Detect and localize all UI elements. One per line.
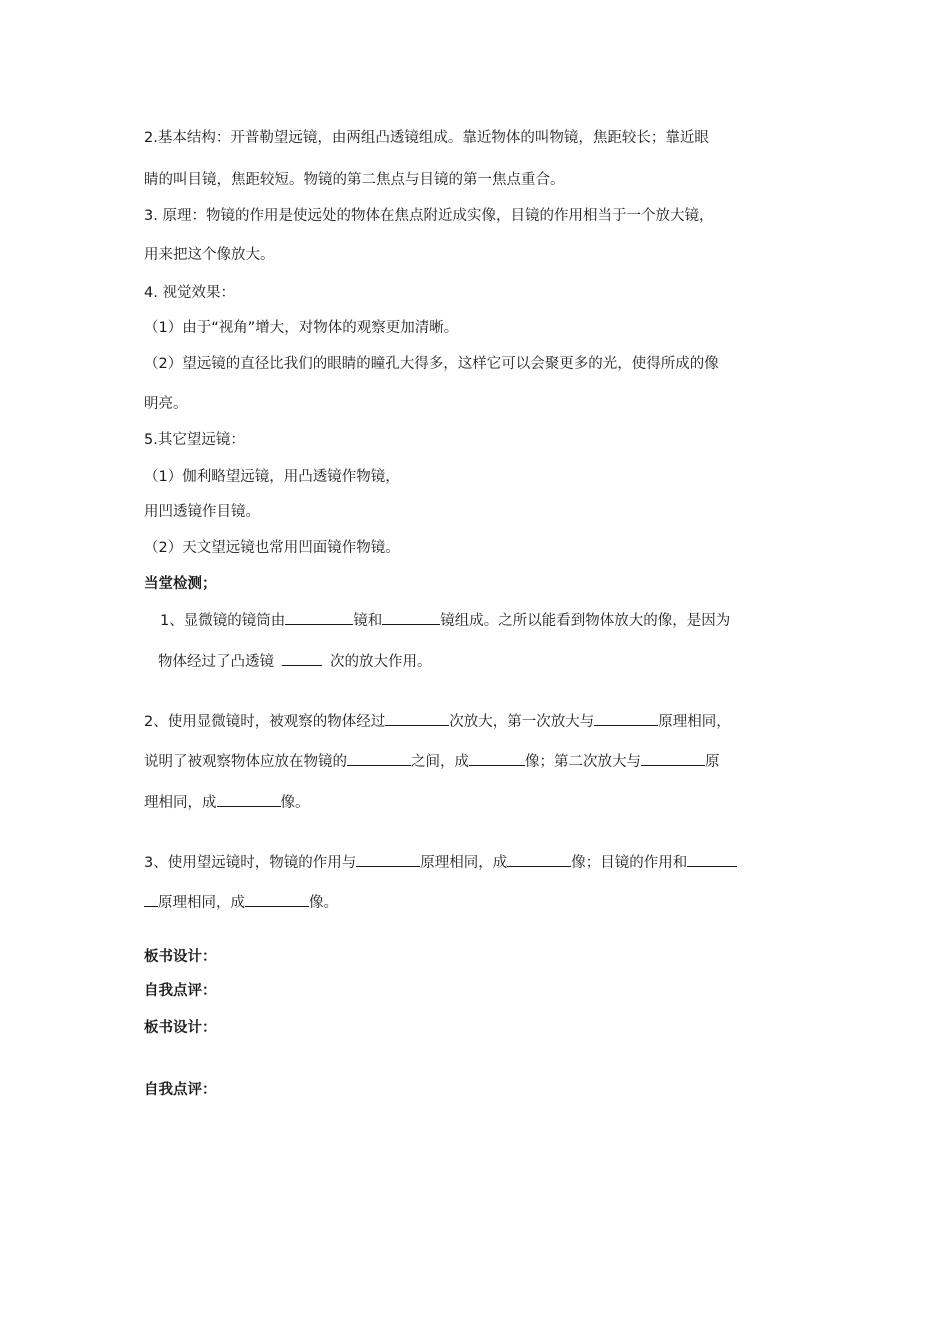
q3-text-a: 3、使用望远镜时，物镜的作用与	[144, 855, 357, 871]
question-3-line-2	[144, 892, 338, 913]
q2-blank-3[interactable]	[347, 751, 411, 766]
question-2-line-3	[144, 792, 310, 813]
q3-text-b: 原理相同，成	[420, 855, 508, 871]
q1-text-d: 物体经过了凸透镜	[158, 654, 274, 670]
question-2-line-2	[144, 751, 720, 772]
q3-text-c: 像；目镜的作用和	[571, 855, 688, 871]
q3-blank-2[interactable]	[507, 852, 571, 867]
q1-blank-1[interactable]	[285, 610, 353, 625]
q1-text-b: 镜和	[353, 613, 383, 629]
q3-blank-1[interactable]	[356, 852, 420, 867]
q2-blank-6[interactable]	[217, 792, 281, 807]
q1-text-c: 镜组成。之所以能看到物体放大的像，是因为	[440, 613, 731, 629]
q2-text-i: 像。	[280, 795, 310, 811]
q2-text-d: 说明了被观察物体应放在物镜的	[144, 754, 347, 770]
q2-text-g: 原	[705, 754, 720, 770]
visual-effect-item-1: （1）由于“视角”增大，对物体的观察更加清晰。	[144, 320, 459, 336]
q2-blank-5[interactable]	[641, 751, 705, 766]
other-telescopes-item-1-line-2: 用凹透镜作目镜。	[144, 504, 260, 520]
question-2-line-1	[144, 711, 731, 732]
q1-text-e: 次的放大作用。	[330, 654, 432, 670]
q3-text-e: 像。	[309, 895, 338, 911]
structure-line-2: 睛的叫目镜，焦距较短。物镜的第二焦点与目镜的第一焦点重合。	[144, 172, 565, 188]
q2-blank-2[interactable]	[594, 711, 658, 726]
board-design-label-2: 板书设计：	[144, 1020, 217, 1036]
other-telescopes-heading: 5.其它望远镜：	[144, 432, 245, 448]
structure-line-1: 2.基本结构：开普勒望远镜，由两组凸透镜组成。靠近物体的叫物镜，焦距较长；靠近眼	[144, 130, 709, 146]
principle-line-1: 3. 原理：物镜的作用是使远处的物体在焦点附近成实像，目镜的作用相当于一个放大镜，	[144, 208, 714, 224]
self-review-label-2: 自我点评：	[144, 1082, 217, 1098]
q2-text-e: 之间，成	[411, 754, 469, 770]
q1-blank-2[interactable]	[382, 610, 440, 625]
in-class-check-heading: 当堂检测；	[144, 576, 217, 592]
q1-blank-3[interactable]	[282, 651, 322, 666]
other-telescopes-item-2: （2）天文望远镜也常用凹面镜作物镜。	[144, 540, 400, 556]
q2-text-c: 原理相同，	[658, 714, 731, 730]
q2-text-h: 理相同，成	[144, 795, 217, 811]
q2-blank-4[interactable]	[469, 751, 525, 766]
q3-blank-3-start[interactable]	[687, 852, 737, 867]
q2-blank-1[interactable]	[385, 711, 449, 726]
q3-blank-4[interactable]	[245, 892, 309, 907]
question-3-line-1	[144, 852, 737, 873]
visual-effect-heading: 4. 视觉效果：	[144, 285, 235, 301]
q2-text-a: 2、使用显微镜时，被观察的物体经过	[144, 714, 386, 730]
principle-line-2: 用来把这个像放大。	[144, 247, 275, 263]
self-review-label-1: 自我点评：	[144, 983, 217, 999]
q2-text-b: 次放大，第一次放大与	[449, 714, 595, 730]
other-telescopes-item-1-line-1: （1）伽利略望远镜，用凸透镜作物镜，	[144, 469, 400, 485]
question-1-line-2	[158, 651, 432, 672]
q3-text-d: 原理相同，成	[158, 895, 245, 911]
question-1-line-1	[160, 610, 730, 631]
visual-effect-item-2-line-2: 明亮。	[144, 396, 188, 412]
q1-text-a: 1、显微镜的镜筒由	[160, 613, 286, 629]
visual-effect-item-2-line-1: （2）望远镜的直径比我们的眼睛的瞳孔大得多，这样它可以会聚更多的光，使得所成的像	[144, 356, 719, 372]
q2-text-f: 像；第二次放大与	[525, 754, 641, 770]
board-design-label-1: 板书设计：	[144, 949, 217, 965]
q3-blank-3-end[interactable]	[144, 892, 158, 907]
